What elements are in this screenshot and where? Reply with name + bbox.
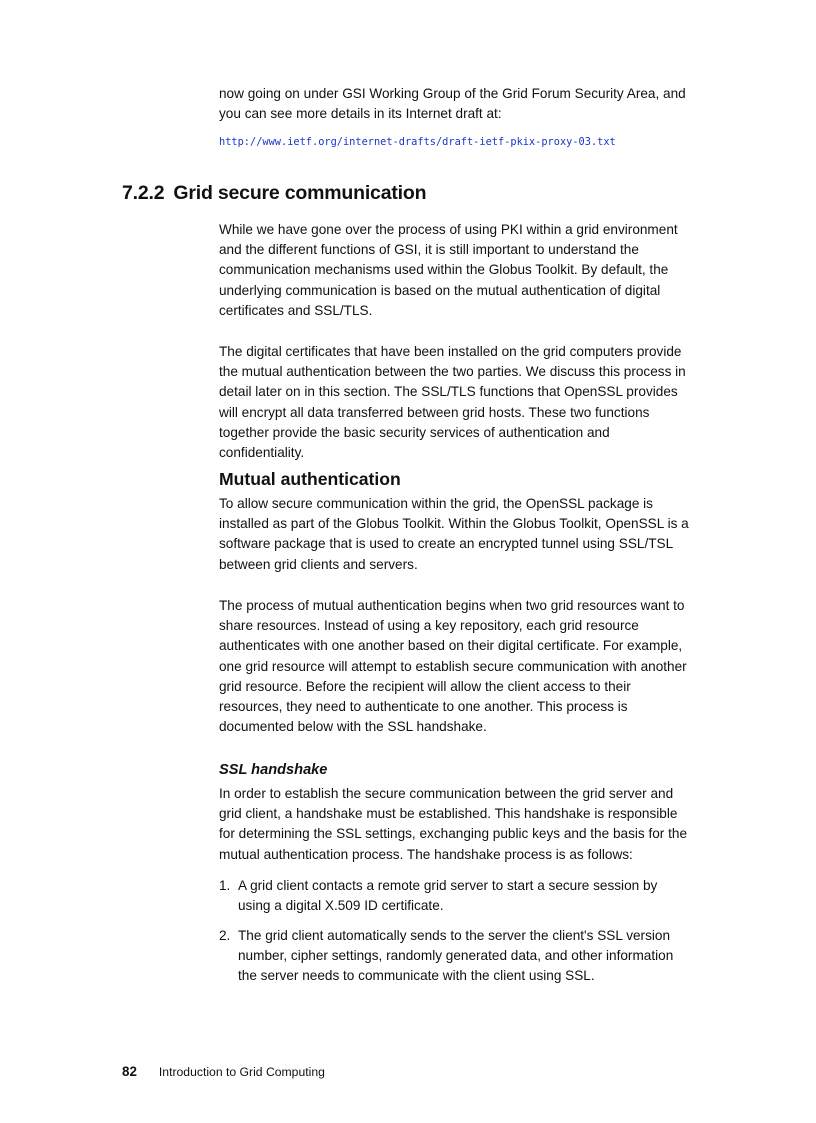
list-item-number: 2. <box>219 928 231 943</box>
subsection-heading: Mutual authentication <box>219 469 401 489</box>
handshake-paragraph: In order to establish the secure communication between the grid server and grid client, a handshake must be established. This handshake is responsible for determining the SSL settings, exchanging public keys and the basis for the mutual authentication process. The handshake process is as follows: <box>219 786 688 862</box>
subsection-paragraph-1: To allow secure communication within the grid, the OpenSSL package is installed as part of the Globus Toolkit. Within the Globus Toolkit, OpenSSL is a software package that is used to create an encrypted tunnel using SSL/TSL between grid clients and servers. <box>219 496 689 572</box>
section-title: Grid secure communication <box>173 182 427 204</box>
book-title: Introduction to Grid Computing <box>158 1065 325 1079</box>
section-number: 7.2.2 <box>122 182 165 204</box>
list-item-number: 1. <box>219 878 231 893</box>
list-item-text: The grid client automatically sends to the server the client's SSL version number, cipher settings, randomly generated data, and other information the server needs to communicate with the client using SSL. <box>238 928 674 984</box>
list-item <box>219 926 691 987</box>
internet-draft-link[interactable]: http://www.ietf.org/internet-drafts/draft-ietf-pkix-proxy-03.txt <box>219 136 616 148</box>
page-number: 82 <box>122 1064 137 1079</box>
page-footer <box>122 1064 325 1079</box>
section-paragraph-2: The digital certificates that have been installed on the grid computers provide the mutual authentication between the two parties. We discuss this process in detail later on in this section. The SSL/TLS functions that OpenSSL provides will encrypt all data transferred between grid hosts. These two functions together provide the basic security services of authentication and confidentiality. <box>219 344 686 461</box>
section-paragraph-1: While we have gone over the process of using PKI within a grid environment and the different functions of GSI, it is still important to understand the communication mechanisms used within the Globus Toolkit. By default, the underlying communication is based on the mutual authentication of digital certificates and SSL/TLS. <box>219 222 678 318</box>
handshake-heading: SSL handshake <box>219 762 328 778</box>
intro-paragraph: now going on under GSI Working Group of the Grid Forum Security Area, and you can see more details in its Internet draft at: <box>219 86 686 122</box>
subsection-paragraph-2: The process of mutual authentication begins when two grid resources want to share resources. Instead of using a key repository, each grid resource authenticates with one another based on their digital certificate. For example, one grid resource will attempt to establish secure communication with another grid resource. Before the recipient will allow the client access to their resources, they need to authenticate to one another. This process is documented below with the SSL handshake. <box>219 598 687 735</box>
list-item-text: A grid client contacts a remote grid server to start a secure session by using a digital X.509 ID certificate. <box>238 878 658 914</box>
list-item <box>219 876 691 916</box>
section-heading <box>122 182 426 205</box>
